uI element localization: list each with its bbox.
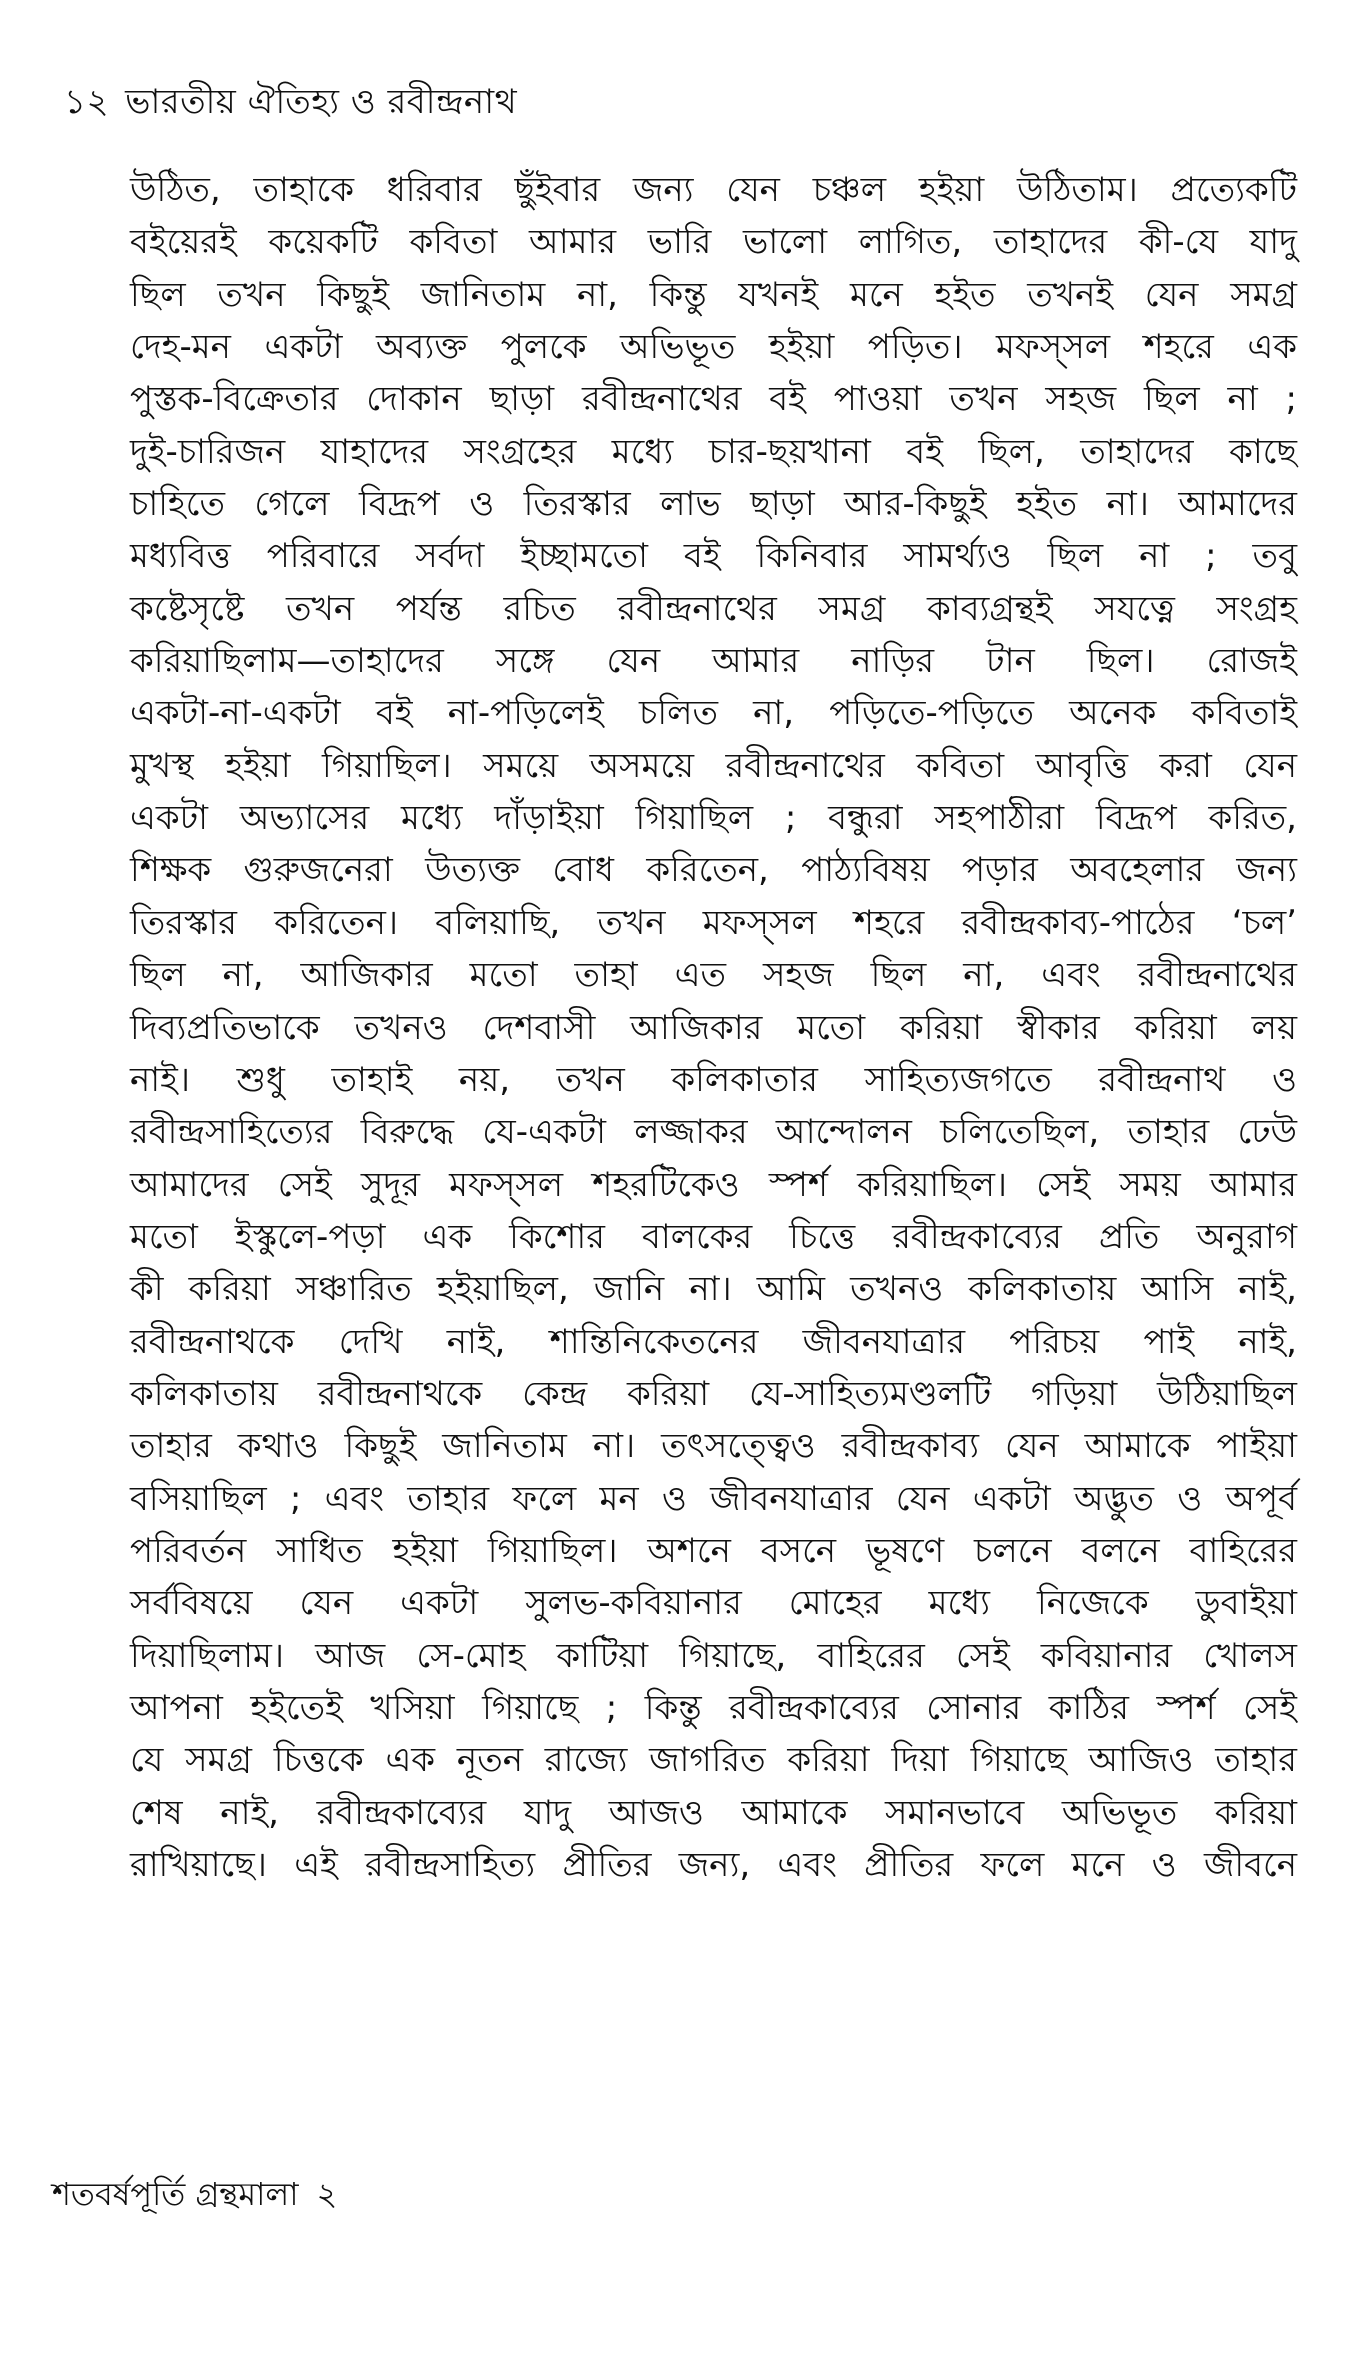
series-number: ২ <box>316 2175 338 2213</box>
text-line: শেষ নাই, রবীন্দ্রকাব্যের যাদু আজও আমাকে সমানভাবে অভিভূত করিয়া <box>130 1792 1297 1833</box>
text-line: রবীন্দ্রনাথকে দেখি নাই, শান্তিনিকেতনের জীবনযাত্রার পরিচয় পাই নাই, <box>130 1321 1297 1362</box>
text-line: যে সমগ্র চিত্তকে এক নূতন রাজ্যে জাগরিত করিয়া দিয়া গিয়াছে আজিও তাহার <box>130 1740 1297 1781</box>
text-line: দেহ-মন একটা অব্যক্ত পুলকে অভিভূত হইয়া পড়িত। মফস্‌সল শহরে এক <box>130 327 1297 368</box>
text-line: ছিল তখন কিছুই জানিতাম না, কিন্তু যখনই মনে হইত তখনই যেন সমগ্র <box>130 274 1297 315</box>
series-footer <box>52 2172 337 2216</box>
body-text <box>130 164 1297 1891</box>
text-line: শিক্ষক গুরুজনেরা উত্যক্ত বোধ করিতেন, পাঠ্যবিষয় পড়ার অবহেলার জন্য <box>130 850 1297 891</box>
text-line: করিয়াছিলাম—তাহাদের সঙ্গে যেন আমার নাড়ির টান ছিল। রোজই <box>130 641 1297 682</box>
text-line: রাখিয়াছে। এই রবীন্দ্রসাহিত্য প্রীতির জন্য, এবং প্রীতির ফলে মনে ও জীবনে <box>130 1845 1297 1885</box>
text-line: দিব্যপ্রতিভাকে তখনও দেশবাসী আজিকার মতো করিয়া স্বীকার করিয়া লয় <box>130 1007 1297 1048</box>
text-line: কলিকাতায় রবীন্দ্রনাথকে কেন্দ্র করিয়া যে-সাহিত্যমণ্ডলটি গড়িয়া উঠিয়াছিল <box>130 1373 1297 1414</box>
running-head <box>64 80 517 124</box>
text-line: রবীন্দ্রসাহিত্যের বিরুদ্ধে যে-একটা লজ্জাকর আন্দোলন চলিতেছিল, তাহার ঢেউ <box>130 1112 1297 1153</box>
text-line: আমাদের সেই সুদূর মফস্‌সল শহরটিকেও স্পর্শ করিয়াছিল। সেই সময় আমার <box>130 1164 1297 1205</box>
text-line: দুই-চারিজন যাহাদের সংগ্রহের মধ্যে চার-ছয়খানা বই ছিল, তাহাদের কাছে <box>130 431 1297 472</box>
page-number: ১২ <box>64 82 110 122</box>
text-line: আপনা হইতেই খসিয়া গিয়াছে ; কিন্তু রবীন্দ্রকাব্যের সোনার কাঠির স্পর্শ সেই <box>130 1687 1297 1728</box>
text-line: পরিবর্তন সাধিত হইয়া গিয়াছিল। অশনে বসনে ভূষণে চলনে বলনে বাহিরের <box>130 1530 1297 1571</box>
text-line: তিরস্কার করিতেন। বলিয়াছি, তখন মফস্‌সল শহরে রবীন্দ্রকাব্য-পাঠের ‘চল’ <box>130 902 1297 943</box>
text-line: বইয়েরই কয়েকটি কবিতা আমার ভারি ভালো লাগিত, তাহাদের কী-যে যাদু <box>130 222 1297 263</box>
text-line: দিয়াছিলাম। আজ সে-মোহ কাটিয়া গিয়াছে, বাহিরের সেই কবিয়ানার খোলস <box>130 1635 1297 1676</box>
text-line: ছিল না, আজিকার মতো তাহা এত সহজ ছিল না, এবং রবীন্দ্রনাথের <box>130 955 1297 996</box>
text-line: পুস্তক-বিক্রেতার দোকান ছাড়া রবীন্দ্রনাথের বই পাওয়া তখন সহজ ছিল না ; <box>130 379 1297 420</box>
text-line: কী করিয়া সঞ্চারিত হইয়াছিল, জানি না। আমি তখনও কলিকাতায় আসি নাই, <box>130 1269 1297 1310</box>
text-line: একটা-না-একটা বই না-পড়িলেই চলিত না, পড়িতে-পড়িতে অনেক কবিতাই <box>130 693 1297 734</box>
text-line: উঠিত, তাহাকে ধরিবার ছুঁইবার জন্য যেন চঞ্চল হইয়া উঠিতাম। প্রত্যেকটি <box>130 170 1297 210</box>
text-line: একটা অভ্যাসের মধ্যে দাঁড়াইয়া গিয়াছিল ; বন্ধুরা সহপাঠীরা বিদ্রূপ করিত, <box>130 798 1297 839</box>
text-line: সর্ববিষয়ে যেন একটা সুলভ-কবিয়ানার মোহের মধ্যে নিজেকে ডুবাইয়া <box>130 1583 1297 1624</box>
text-line: মুখস্থ হইয়া গিয়াছিল। সময়ে অসময়ে রবীন্দ্রনাথের কবিতা আবৃত্তি করা যেন <box>130 745 1297 786</box>
text-line: মধ্যবিত্ত পরিবারে সর্বদা ইচ্ছামতো বই কিনিবার সামর্থ্যও ছিল না ; তবু <box>130 536 1297 577</box>
text-line: বসিয়াছিল ; এবং তাহার ফলে মন ও জীবনযাত্রার যেন একটা অদ্ভুত ও অপূর্ব <box>130 1478 1297 1519</box>
text-line: মতো ইস্কুলে-পড়া এক কিশোর বালকের চিত্তে রবীন্দ্রকাব্যের প্রতি অনুরাগ <box>130 1216 1297 1257</box>
text-line: কষ্টেসৃষ্টে তখন পর্যন্ত রচিত রবীন্দ্রনাথের সমগ্র কাব্যগ্রন্থই সযত্নে সংগ্রহ <box>130 588 1297 629</box>
text-line: তাহার কথাও কিছুই জানিতাম না। তৎসত্ত্বেও রবীন্দ্রকাব্য যেন আমাকে পাইয়া <box>130 1426 1297 1467</box>
text-line: চাহিতে গেলে বিদ্রূপ ও তিরস্কার লাভ ছাড়া আর-কিছুই হইত না। আমাদের <box>130 484 1297 525</box>
text-line: নাই। শুধু তাহাই নয়, তখন কলিকাতার সাহিত্যজগতে রবীন্দ্রনাথ ও <box>130 1059 1297 1100</box>
book-title: ভারতীয় ঐতিহ্য ও রবীন্দ্রনাথ <box>125 82 518 122</box>
series-title: শতবর্ষপূর্তি গ্রন্থমালা <box>52 2175 299 2213</box>
